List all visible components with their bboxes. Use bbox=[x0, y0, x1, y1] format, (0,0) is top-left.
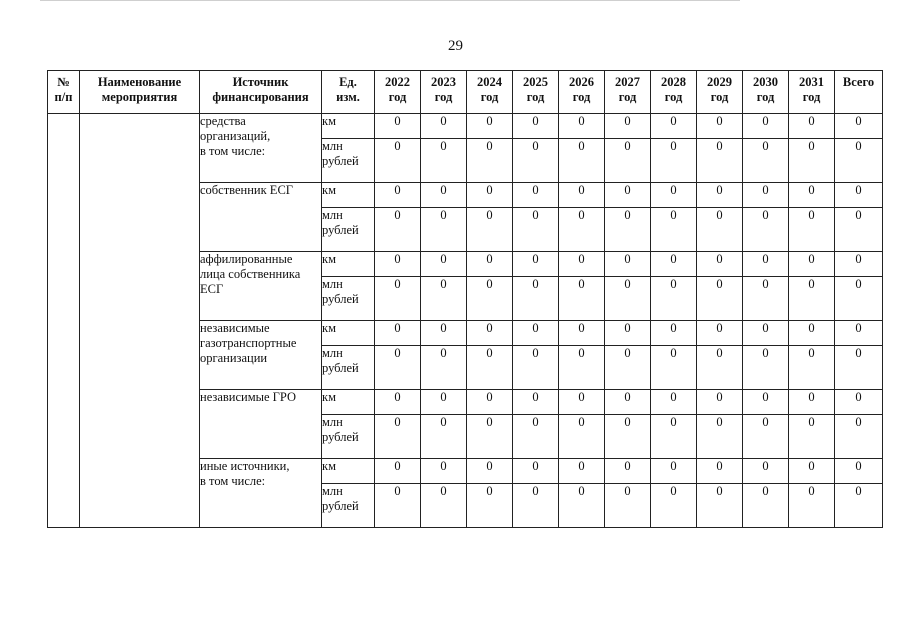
header-year: 2026 год bbox=[559, 71, 605, 114]
header-total: Всего bbox=[835, 71, 883, 114]
value-cell: 0 bbox=[605, 114, 651, 139]
value-cell: 0 bbox=[467, 484, 513, 528]
value-cell: 0 bbox=[605, 139, 651, 183]
value-cell: 0 bbox=[421, 484, 467, 528]
value-cell: 0 bbox=[789, 484, 835, 528]
value-cell: 0 bbox=[513, 208, 559, 252]
value-cell: 0 bbox=[559, 415, 605, 459]
value-cell: 0 bbox=[789, 390, 835, 415]
value-cell: 0 bbox=[605, 415, 651, 459]
value-cell: 0 bbox=[513, 390, 559, 415]
unit-cell: млн рублей bbox=[322, 139, 375, 183]
value-cell: 0 bbox=[375, 139, 421, 183]
unit-cell: км bbox=[322, 459, 375, 484]
value-cell: 0 bbox=[697, 459, 743, 484]
value-cell: 0 bbox=[743, 114, 789, 139]
value-cell: 0 bbox=[835, 252, 883, 277]
value-cell: 0 bbox=[421, 415, 467, 459]
unit-cell: км bbox=[322, 321, 375, 346]
value-cell: 0 bbox=[375, 252, 421, 277]
value-cell: 0 bbox=[605, 390, 651, 415]
header-num: № п/п bbox=[48, 71, 80, 114]
header-unit: Ед. изм. bbox=[322, 71, 375, 114]
value-cell: 0 bbox=[605, 252, 651, 277]
value-cell: 0 bbox=[743, 484, 789, 528]
source-cell: независимые газотранспортные организации bbox=[200, 321, 322, 390]
value-cell: 0 bbox=[697, 114, 743, 139]
unit-cell: км bbox=[322, 390, 375, 415]
value-cell: 0 bbox=[375, 208, 421, 252]
value-cell: 0 bbox=[651, 114, 697, 139]
value-cell: 0 bbox=[743, 139, 789, 183]
value-cell: 0 bbox=[467, 346, 513, 390]
value-cell: 0 bbox=[789, 459, 835, 484]
value-cell: 0 bbox=[605, 321, 651, 346]
header-source: Источник финансирования bbox=[200, 71, 322, 114]
value-cell: 0 bbox=[835, 390, 883, 415]
value-cell: 0 bbox=[789, 415, 835, 459]
value-cell: 0 bbox=[559, 390, 605, 415]
value-cell: 0 bbox=[513, 114, 559, 139]
value-cell: 0 bbox=[789, 183, 835, 208]
header-year: 2025 год bbox=[513, 71, 559, 114]
value-cell: 0 bbox=[743, 459, 789, 484]
value-cell: 0 bbox=[513, 415, 559, 459]
value-cell: 0 bbox=[697, 277, 743, 321]
value-cell: 0 bbox=[789, 252, 835, 277]
value-cell: 0 bbox=[743, 390, 789, 415]
value-cell: 0 bbox=[651, 183, 697, 208]
header-year: 2027 год bbox=[605, 71, 651, 114]
value-cell: 0 bbox=[835, 484, 883, 528]
value-cell: 0 bbox=[513, 459, 559, 484]
value-cell: 0 bbox=[651, 459, 697, 484]
value-cell: 0 bbox=[697, 252, 743, 277]
value-cell: 0 bbox=[421, 346, 467, 390]
header-year: 2023 год bbox=[421, 71, 467, 114]
unit-cell: млн рублей bbox=[322, 346, 375, 390]
value-cell: 0 bbox=[513, 321, 559, 346]
value-cell: 0 bbox=[697, 346, 743, 390]
value-cell: 0 bbox=[421, 321, 467, 346]
value-cell: 0 bbox=[467, 390, 513, 415]
value-cell: 0 bbox=[467, 139, 513, 183]
value-cell: 0 bbox=[605, 183, 651, 208]
value-cell: 0 bbox=[651, 390, 697, 415]
value-cell: 0 bbox=[835, 114, 883, 139]
value-cell: 0 bbox=[789, 321, 835, 346]
value-cell: 0 bbox=[375, 484, 421, 528]
value-cell: 0 bbox=[743, 321, 789, 346]
value-cell: 0 bbox=[559, 252, 605, 277]
value-cell: 0 bbox=[789, 139, 835, 183]
value-cell: 0 bbox=[513, 252, 559, 277]
source-cell: иные источники, в том числе: bbox=[200, 459, 322, 528]
value-cell: 0 bbox=[467, 321, 513, 346]
value-cell: 0 bbox=[651, 208, 697, 252]
num-cell bbox=[48, 114, 80, 528]
value-cell: 0 bbox=[375, 277, 421, 321]
value-cell: 0 bbox=[697, 321, 743, 346]
value-cell: 0 bbox=[743, 277, 789, 321]
value-cell: 0 bbox=[835, 277, 883, 321]
value-cell: 0 bbox=[651, 321, 697, 346]
value-cell: 0 bbox=[421, 459, 467, 484]
header-name: Наименование мероприятия bbox=[80, 71, 200, 114]
value-cell: 0 bbox=[375, 321, 421, 346]
header-year: 2024 год bbox=[467, 71, 513, 114]
value-cell: 0 bbox=[467, 183, 513, 208]
value-cell: 0 bbox=[743, 415, 789, 459]
value-cell: 0 bbox=[559, 346, 605, 390]
value-cell: 0 bbox=[559, 321, 605, 346]
value-cell: 0 bbox=[835, 183, 883, 208]
value-cell: 0 bbox=[697, 183, 743, 208]
value-cell: 0 bbox=[651, 277, 697, 321]
value-cell: 0 bbox=[743, 346, 789, 390]
value-cell: 0 bbox=[743, 208, 789, 252]
unit-cell: млн рублей bbox=[322, 277, 375, 321]
unit-cell: млн рублей bbox=[322, 208, 375, 252]
unit-cell: км bbox=[322, 114, 375, 139]
value-cell: 0 bbox=[375, 346, 421, 390]
source-cell: собственник ЕСГ bbox=[200, 183, 322, 252]
value-cell: 0 bbox=[375, 114, 421, 139]
value-cell: 0 bbox=[559, 484, 605, 528]
source-cell: аффилированные лица собственника ЕСГ bbox=[200, 252, 322, 321]
source-cell: независимые ГРО bbox=[200, 390, 322, 459]
value-cell: 0 bbox=[513, 277, 559, 321]
value-cell: 0 bbox=[697, 139, 743, 183]
value-cell: 0 bbox=[467, 277, 513, 321]
value-cell: 0 bbox=[697, 484, 743, 528]
value-cell: 0 bbox=[421, 252, 467, 277]
unit-cell: км bbox=[322, 252, 375, 277]
value-cell: 0 bbox=[375, 415, 421, 459]
value-cell: 0 bbox=[375, 183, 421, 208]
value-cell: 0 bbox=[467, 252, 513, 277]
value-cell: 0 bbox=[835, 459, 883, 484]
value-cell: 0 bbox=[835, 208, 883, 252]
value-cell: 0 bbox=[651, 415, 697, 459]
value-cell: 0 bbox=[421, 277, 467, 321]
unit-cell: млн рублей bbox=[322, 484, 375, 528]
value-cell: 0 bbox=[421, 208, 467, 252]
value-cell: 0 bbox=[513, 139, 559, 183]
value-cell: 0 bbox=[467, 208, 513, 252]
header-year: 2030 год bbox=[743, 71, 789, 114]
value-cell: 0 bbox=[559, 277, 605, 321]
value-cell: 0 bbox=[605, 484, 651, 528]
value-cell: 0 bbox=[789, 277, 835, 321]
value-cell: 0 bbox=[697, 208, 743, 252]
value-cell: 0 bbox=[651, 484, 697, 528]
value-cell: 0 bbox=[789, 114, 835, 139]
table-row bbox=[48, 114, 883, 139]
value-cell: 0 bbox=[651, 139, 697, 183]
value-cell: 0 bbox=[651, 252, 697, 277]
value-cell: 0 bbox=[421, 390, 467, 415]
value-cell: 0 bbox=[835, 346, 883, 390]
value-cell: 0 bbox=[835, 139, 883, 183]
top-rule bbox=[40, 0, 740, 1]
value-cell: 0 bbox=[559, 139, 605, 183]
value-cell: 0 bbox=[513, 484, 559, 528]
value-cell: 0 bbox=[697, 415, 743, 459]
value-cell: 0 bbox=[605, 277, 651, 321]
unit-cell: км bbox=[322, 183, 375, 208]
header-year: 2029 год bbox=[697, 71, 743, 114]
value-cell: 0 bbox=[467, 459, 513, 484]
page-number: 29 bbox=[448, 38, 463, 54]
value-cell: 0 bbox=[559, 208, 605, 252]
value-cell: 0 bbox=[559, 459, 605, 484]
value-cell: 0 bbox=[605, 208, 651, 252]
value-cell: 0 bbox=[743, 183, 789, 208]
value-cell: 0 bbox=[605, 459, 651, 484]
header-year: 2022 год bbox=[375, 71, 421, 114]
measure-name-cell bbox=[80, 114, 200, 528]
value-cell: 0 bbox=[789, 208, 835, 252]
unit-cell: млн рублей bbox=[322, 415, 375, 459]
value-cell: 0 bbox=[835, 415, 883, 459]
value-cell: 0 bbox=[375, 390, 421, 415]
value-cell: 0 bbox=[513, 183, 559, 208]
value-cell: 0 bbox=[421, 183, 467, 208]
header-row bbox=[48, 71, 883, 114]
value-cell: 0 bbox=[559, 114, 605, 139]
value-cell: 0 bbox=[467, 114, 513, 139]
value-cell: 0 bbox=[743, 252, 789, 277]
financing-table bbox=[47, 70, 883, 528]
value-cell: 0 bbox=[789, 346, 835, 390]
value-cell: 0 bbox=[697, 390, 743, 415]
value-cell: 0 bbox=[559, 183, 605, 208]
value-cell: 0 bbox=[835, 321, 883, 346]
value-cell: 0 bbox=[651, 346, 697, 390]
value-cell: 0 bbox=[467, 415, 513, 459]
value-cell: 0 bbox=[513, 346, 559, 390]
value-cell: 0 bbox=[421, 139, 467, 183]
header-year: 2031 год bbox=[789, 71, 835, 114]
value-cell: 0 bbox=[605, 346, 651, 390]
header-year: 2028 год bbox=[651, 71, 697, 114]
source-cell: средства организаций, в том числе: bbox=[200, 114, 322, 183]
value-cell: 0 bbox=[421, 114, 467, 139]
value-cell: 0 bbox=[375, 459, 421, 484]
